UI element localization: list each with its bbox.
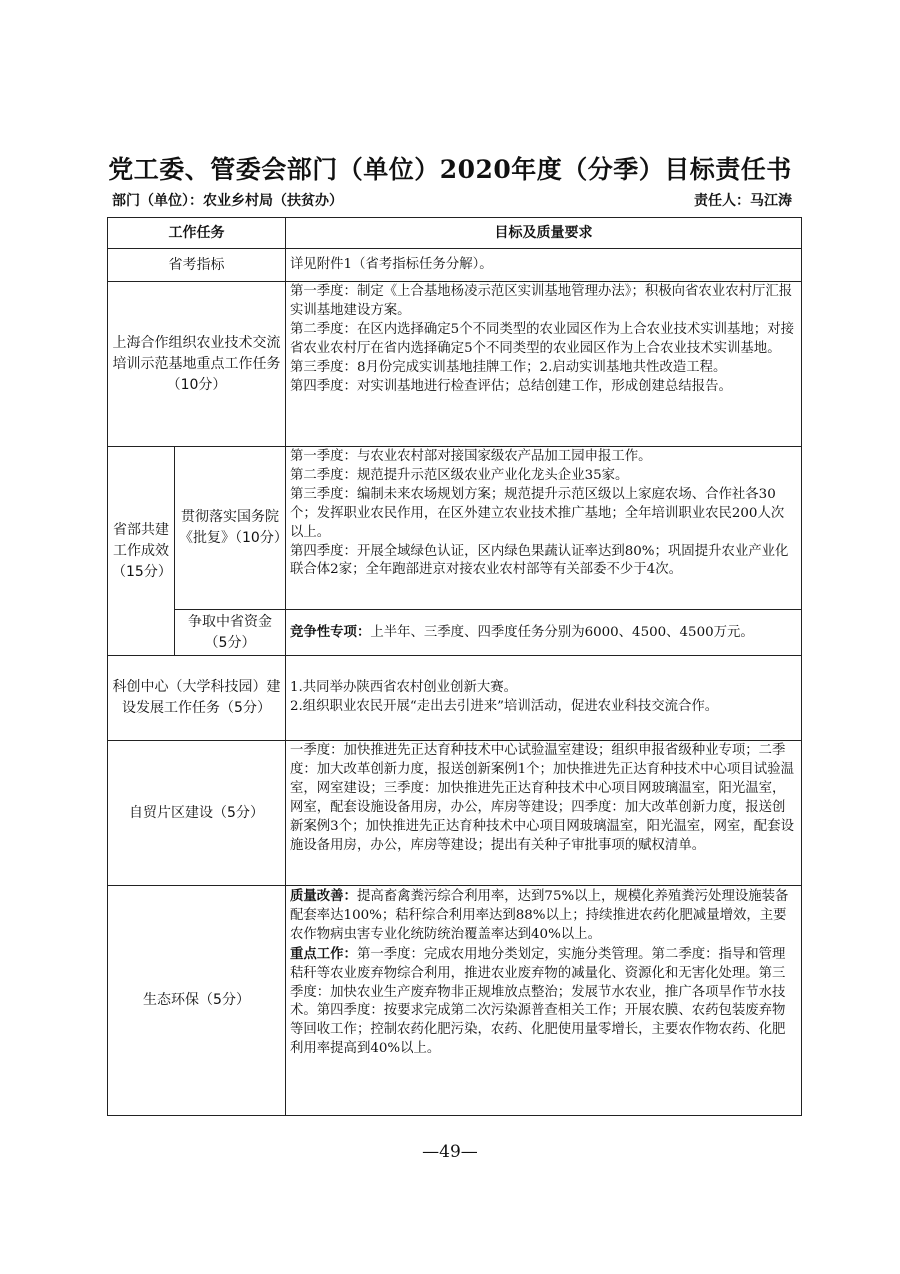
goal-text: 提高畜禽粪污综合利用率，达到75%以上，规模化养殖粪污处理设施装备配套率达100%；秸秆综合利用率达到88%以上；持续推进农药化肥减量增效，主要农作物病虫害专业化统防统治覆盖率达到40%以上。	[290, 889, 789, 942]
goal-line: 第一季度：与农业农村部对接国家级农产品加工园申报工作。	[290, 449, 652, 464]
table-row	[108, 249, 802, 282]
goal-line: 2.组织职业农民开展“走出去引进来”培训活动，促进农业科技交流合作。	[290, 699, 719, 714]
department-label: 部门（单位）：农业乡村局（扶贫办）	[112, 193, 343, 209]
table-header-row	[108, 218, 802, 249]
task-joint: 省部共建工作成效（15分）	[108, 447, 175, 656]
page-number: —49—	[422, 1142, 478, 1162]
goal-provincial: 详见附件1（省考指标任务分解）。	[286, 249, 802, 282]
document-subtitle	[112, 190, 792, 210]
goal-shanghai	[286, 282, 802, 447]
goal-line: 第二季度：在区内选择确定5个不同类型的农业园区作为上合农业技术实训基地；对接省农业农村厅在省内选择确定5个不同类型的农业园区作为上合农业技术实训基地。	[290, 321, 794, 356]
table-row	[108, 282, 802, 447]
task-joint-sub2: 争取中省资金（5分）	[175, 610, 286, 656]
goal-line: 第三季度：编制未来农场规划方案；规范提升示范区级以上家庭农场、合作社各30个；发挥职业农民作用，在区外建立农业技术推广基地；全年培训职业农民200人次以上。	[290, 486, 785, 540]
table-row	[108, 610, 802, 656]
header-task: 工作任务	[108, 218, 286, 249]
table-row	[108, 656, 802, 741]
table-row	[108, 447, 802, 610]
goal-line: 第四季度：对实训基地进行检查评估；总结创建工作，形成创建总结报告。	[290, 378, 732, 394]
task-shanghai: 上海合作组织农业技术交流培训示范基地重点工作任务（10分）	[108, 282, 286, 447]
goal-paragraph	[290, 945, 797, 1059]
document-title: 党工委、管委会部门（单位）2020年度（分季）目标责任书	[108, 155, 792, 184]
goal-lead: 重点工作：	[290, 945, 357, 962]
goal-line: 第三季度：8月份完成实训基地挂牌工作；2.启动实训基地共性改造工程。	[290, 359, 727, 375]
table-row	[108, 886, 802, 1116]
goal-eco	[286, 886, 802, 1116]
task-provincial: 省考指标	[108, 249, 286, 282]
header-goal: 目标及质量要求	[286, 218, 802, 249]
goal-lead: 竞争性专项：	[290, 623, 371, 640]
goal-line: 1.共同举办陕西省农村创业创新大赛。	[290, 680, 518, 696]
task-ftz: 自贸片区建设（5分）	[108, 741, 286, 886]
responsible-person: 责任人：马江涛	[694, 193, 792, 209]
goal-line: 第四季度：开展全域绿色认证，区内绿色果蔬认证率达到80%；巩固提升农业产业化联合体2家；全年跑部进京对接农业农村部等有关部委不少于4次。	[290, 543, 789, 578]
task-joint-sub1: 贯彻落实国务院《批复》（10分）	[175, 447, 286, 610]
goal-line: 第一季度：制定《上合基地杨凌示范区实训基地管理办法》；积极向省农业农村厅汇报实训基地建设方案。	[290, 284, 793, 318]
goal-ftz: 一季度：加快推进先正达育种技术中心试验温室建设；组织申报省级种业专项；二季度：加大改革创新力度，报送创新案例1个；加快推进先正达育种技术中心项目试验温室，网室建设；三季度：加快推进先正达育种技术中心项目网玻璃温室，阳光温室，网室，配套设施设备用房，办公，库房等建设；四季度：加大改革创新力度，报送创新案例3个；加快推进先正达育种技术中心项目网玻璃温室，阳光温室，网室，配套设施设备用房，办公，库房等建设；提出有关种子审批事项的赋权清单。	[286, 741, 802, 886]
task-eco: 生态环保（5分）	[108, 886, 286, 1116]
goal-text: 第一季度：完成农用地分类划定，实施分类管理。第二季度：指导和管理秸秆等农业废弃物综合利用，推进农业废弃物的减量化、资源化和无害化处理。第三季度：加快农业生产废弃物非正规堆放点整治；发展节水农业，推广各项旱作节水技术。第四季度：按要求完成第二次污染源普查相关工作；开展农膜、农药包装废弃物等回收工作；控制农药化肥污染，农药、化肥使用量零增长，主要农作物农药、化肥利用率提高到40%以上。	[290, 946, 786, 1057]
target-table	[107, 217, 802, 1116]
task-innovation: 科创中心（大学科技园）建设发展工作任务（5分）	[108, 656, 286, 741]
goal-paragraph	[290, 887, 797, 945]
goal-innovation	[286, 656, 802, 741]
table-row	[108, 741, 802, 886]
goal-line: 第二季度：规范提升示范区级农业产业化龙头企业35家。	[290, 467, 629, 483]
goal-lead: 质量改善：	[290, 888, 357, 904]
goal-joint-sub1	[286, 447, 802, 610]
goal-text: 上半年、三季度、四季度任务分别为6000、4500、4500万元。	[370, 624, 754, 640]
goal-joint-sub2	[286, 610, 802, 656]
